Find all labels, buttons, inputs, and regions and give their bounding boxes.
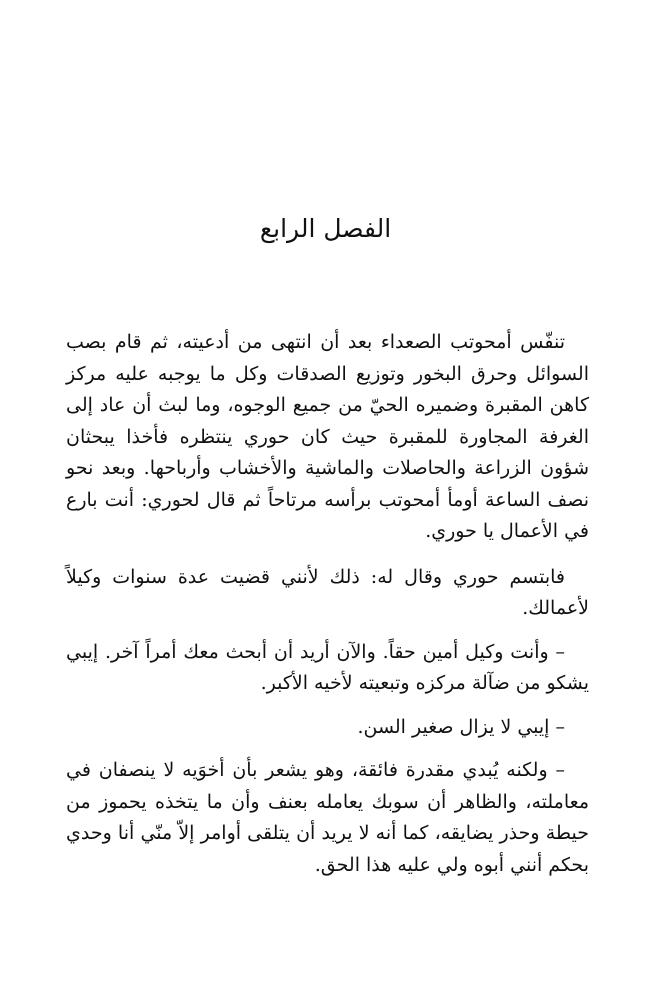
paragraph-2: فابتسم حوري وقال له: ذلك لأنني قضيت عدة سنوات وكيلاً لأعمالك. xyxy=(66,565,589,619)
chapter-body xyxy=(66,327,589,893)
paragraph-5: – ولكنه يُبدي مقدرة فائقة، وهو يشعر بأن أخوَيه لا ينصفان في معاملته، والظاهر أن سوبك يعامله بعنف وأن ما يتخذه يحموز من حيطة وحذر يضايقه، كما أنه لا يريد أن يتلقى أوامر إلاّ منّي أنا وحدي بحكم أنني أبوه ولي عليه هذا الحق. xyxy=(66,759,589,876)
paragraph-3: – وأنت وكيل أمين حقاً. والآن أريد أن أبحث معك أمراً آخر. إيبي يشكو من ضآلة مركزه وتبعيته لأخيه الأكبر. xyxy=(66,640,589,694)
paragraph-4: – إيبي لا يزال صغير السن. xyxy=(357,715,565,738)
chapter-title: الفصل الرابع xyxy=(259,214,392,243)
paragraph-1: تنفّس أمحوتب الصعداء بعد أن انتهى من أدعيته، ثم قام بصب السوائل وحرق البخور وتوزيع الصدقات وكل ما يوجبه عليه مركز كاهن المقبرة وضميره الحيّ من جميع الوجوه، وما لبث أن عاد إلى الغرفة المجاورة للمقبرة حيث كان حوري ينتظره فأخذا يبحثان شؤون الزراعة والحاصلات والماشية والأخشاب وأرباحها. وبعد نحو نصف الساعة أومأ أمحوتب برأسه مرتاحاً ثم قال لحوري: أنت بارع في الأعمال يا حوري. xyxy=(66,331,589,542)
